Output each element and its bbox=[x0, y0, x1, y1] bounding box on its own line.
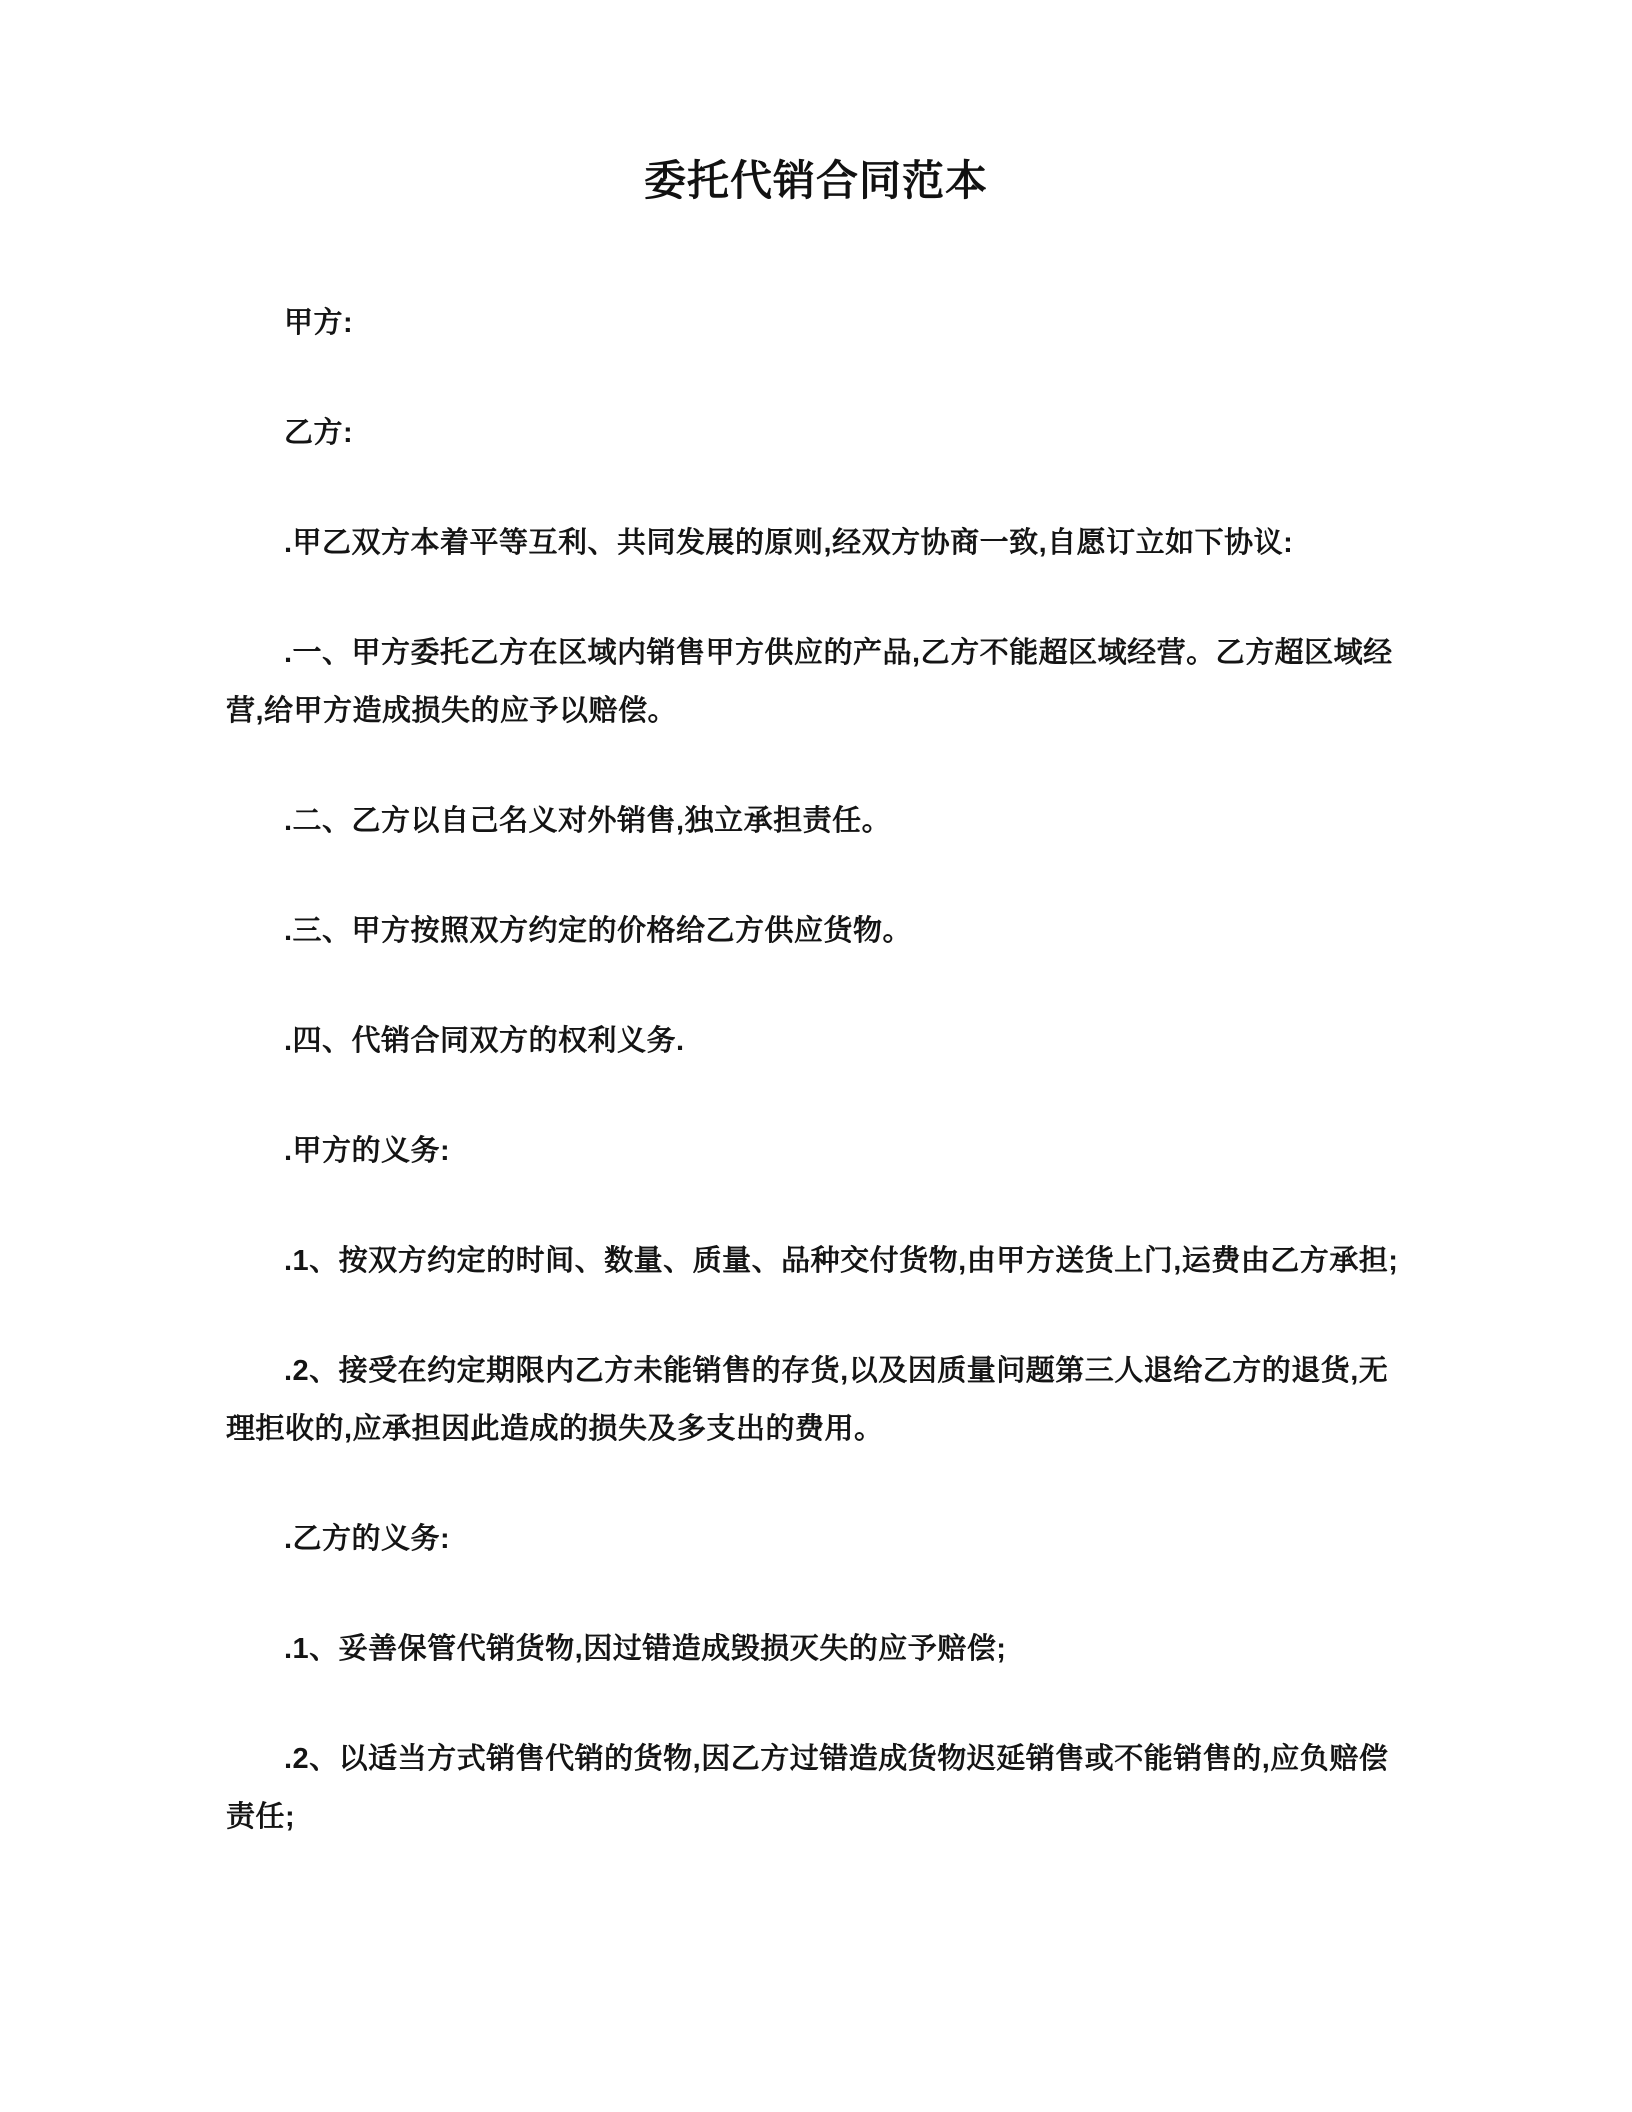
paragraph: 乙方: bbox=[284, 417, 354, 449]
paragraph: .1、按双方约定的时间、数量、质量、品种交付货物,由甲方送货上门,运费由乙方承担; bbox=[284, 1245, 1399, 1277]
paragraph: .甲方的义务: bbox=[284, 1135, 451, 1167]
paragraph: .2、以适当方式销售代销的货物,因乙方过错造成货物迟延销售或不能销售的,应负赔偿责任; bbox=[226, 1743, 1389, 1833]
paragraph: .二、乙方以自己名义对外销售,独立承担责任。 bbox=[284, 805, 892, 837]
paragraph: .1、妥善保管代销货物,因过错造成毁损灭失的应予赔偿; bbox=[284, 1633, 1007, 1665]
paragraph: .一、甲方委托乙方在区域内销售甲方供应的产品,乙方不能超区域经营。乙方超区域经营,给甲方造成损失的应予以赔偿。 bbox=[226, 637, 1393, 727]
paragraph: .三、甲方按照双方约定的价格给乙方供应货物。 bbox=[284, 915, 913, 947]
paragraph: .四、代销合同双方的权利义务. bbox=[284, 1025, 685, 1057]
paragraph: 甲方: bbox=[284, 307, 354, 339]
document-title: 委托代销合同范本 bbox=[643, 157, 988, 204]
paragraph: .乙方的义务: bbox=[284, 1523, 451, 1555]
document-body bbox=[226, 294, 1406, 1846]
paragraph: .甲乙双方本着平等互利、共同发展的原则,经双方协商一致,自愿订立如下协议: bbox=[284, 527, 1294, 559]
paragraph: .2、接受在约定期限内乙方未能销售的存货,以及因质量问题第三人退给乙方的退货,无理拒收的,应承担因此造成的损失及多支出的费用。 bbox=[226, 1355, 1389, 1445]
